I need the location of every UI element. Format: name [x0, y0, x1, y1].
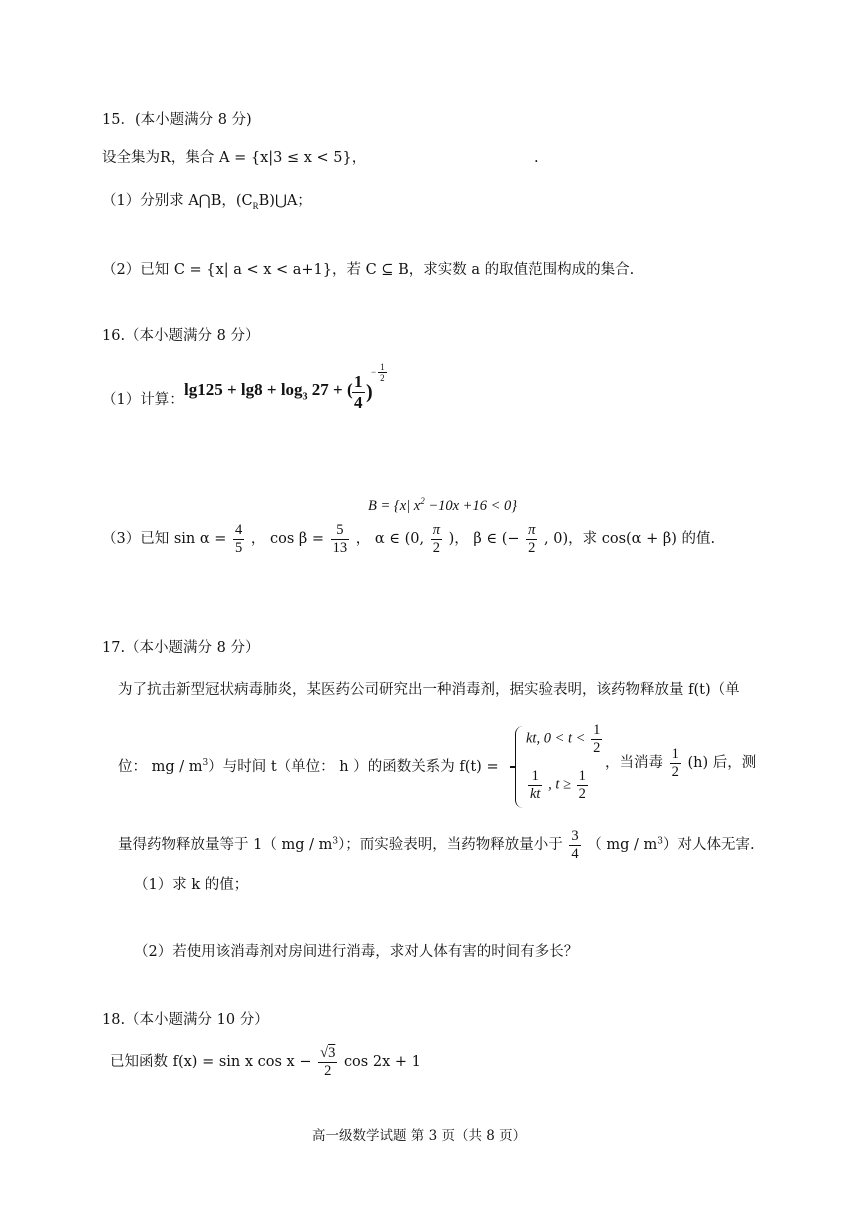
q17-case2-c-den: 2 — [578, 785, 586, 802]
q17-case1-den: 2 — [593, 739, 601, 756]
q18-den: 2 — [324, 1062, 332, 1079]
q18-sqrt — [318, 1045, 337, 1063]
q15-set-A: 设全集为R，集合 A = {x|3 ≤ x < 5}， — [102, 150, 367, 166]
q17-line1: 为了抗击新型冠状病毒肺炎，某医药公司研究出一种消毒剂，据实验表明，该药物释放量 f(t)（单 — [118, 682, 740, 698]
q16-exp-num: 1 — [380, 362, 385, 372]
q18-sqrt-arg: 3 — [328, 1045, 336, 1061]
q17-header: 17.（本小题满分 8 分） — [102, 640, 260, 656]
q18-header: 18.（本小题满分 10 分） — [102, 1012, 269, 1028]
q16-p3-label: （3）已知 sin α = — [102, 531, 227, 548]
q16-log-base: 3 — [302, 391, 308, 403]
q16-p3-alpha-end: )， β ∈ (− — [448, 531, 520, 548]
q16-set-B — [368, 496, 517, 515]
q17-line2-c: ，当消毒 — [605, 755, 663, 772]
q16-exp-sign: − — [371, 366, 377, 377]
q17-case1-num: 1 — [593, 722, 601, 738]
q17-part1: （1）求 k 的值； — [134, 877, 249, 893]
q16-p3-f1-den: 5 — [235, 539, 243, 556]
q18-line1-end: cos 2x + 1 — [343, 1054, 421, 1071]
q17-line2 — [118, 758, 499, 776]
q16-part1-label: （1）计算： — [102, 392, 184, 408]
q17-case1 — [526, 722, 604, 756]
q16-p3-alpha: ， α ∈ (0, — [355, 531, 425, 548]
q17-line3-sup: 3 — [332, 836, 339, 847]
q16-p3-f2-num: 5 — [331, 522, 350, 540]
q16-part3 — [102, 522, 715, 556]
q16-expr-text: lg125 + lg8 + log — [184, 380, 303, 399]
q18-line1-text: 已知函数 f(x) = sin x cos x − — [110, 1054, 312, 1071]
q15-part1-text: （1）分别求 A⋂B，(C — [102, 193, 253, 209]
q16-exp-den: 2 — [380, 373, 385, 384]
q17-case2-num: 1 — [528, 768, 542, 786]
q17-line3-a: 量得药物释放量等于 1（ mg / m — [118, 837, 333, 854]
q17-line3-sup2: 3 — [657, 836, 664, 847]
q16-p3-cos: ， cos β = — [250, 531, 325, 548]
q16-p3-two2: 2 — [528, 539, 536, 556]
q17-case1-text: kt, 0 < t < — [526, 730, 586, 747]
q18-line1 — [110, 1045, 421, 1079]
q16-part1-expr — [184, 380, 353, 403]
q17-line2-tail — [605, 746, 756, 780]
q17-part2: （2）若使用该消毒剂对房间进行消毒，求对人体有害的时间有多长？ — [134, 944, 579, 960]
q16-set-B-text: B = {x| x — [368, 497, 421, 514]
q16-set-B-end: −10x +16 < 0} — [424, 497, 518, 514]
q17-case2-den: kt — [530, 785, 541, 802]
sqrt-icon: √ — [320, 1045, 329, 1061]
q17-line2-a: 位： mg / m — [118, 758, 203, 775]
page-footer: 高一级数学试题 第 3 页（共 8 页） — [312, 1128, 527, 1144]
q17-case2-c-num: 1 — [578, 768, 586, 784]
q15-header: 15．(本小题满分 8 分) — [102, 112, 252, 128]
q16-p3-beta-end: , 0)，求 cos(α + β) 的值. — [544, 531, 716, 548]
q15-part1-sub: R — [252, 200, 259, 211]
q16-p3-f1-num: 4 — [235, 522, 243, 538]
q16-header: 16.（本小题满分 8 分） — [102, 328, 260, 344]
q17-line2-c-den: 2 — [671, 763, 679, 780]
q15-part2: （2）已知 C = {x| a < x < a+1}，若 C ⊆ B，求实数 a 的取值范围构成的集合. — [102, 262, 635, 278]
q16-frac — [350, 372, 367, 412]
q16-frac-den: 4 — [354, 392, 363, 412]
q16-expr-arg: 27 + ( — [311, 380, 353, 399]
piecewise-brace — [515, 726, 523, 808]
q17-line3-den: 4 — [571, 845, 579, 862]
piecewise-brace-tick — [510, 766, 516, 768]
q17-line3-c: （ mg / m — [587, 837, 658, 854]
q17-line2-d: (h) 后，测 — [687, 755, 757, 772]
q16-p3-f2-den: 13 — [332, 539, 348, 556]
q17-line3 — [118, 828, 755, 862]
q16-p3-pi2: π — [528, 522, 536, 538]
q16-close-paren: ) — [366, 381, 373, 403]
q16-set-B-sup: 2 — [420, 496, 425, 506]
q17-case2-cond: , t ≥ — [548, 776, 571, 793]
q17-case2 — [526, 768, 590, 802]
q17-line2-c-num: 1 — [671, 746, 679, 762]
q15-part1 — [102, 193, 312, 212]
q17-line3-d: ）对人体无害. — [663, 837, 755, 854]
q17-line3-num: 3 — [571, 828, 579, 844]
q17-line2-sup: 3 — [202, 758, 209, 768]
q15-line1-end: . — [534, 150, 539, 166]
q16-exponent — [371, 362, 389, 384]
q17-line3-b: ）；而实验表明，当药物释放量小于 — [338, 837, 563, 854]
q15-part1-end: B)⋃A； — [258, 193, 312, 209]
q16-p3-pi1: π — [432, 522, 440, 538]
q17-line2-b: ）与时间 t（单位： h ）的函数关系为 f(t) = — [208, 758, 499, 775]
q15-line1 — [102, 150, 366, 167]
q16-frac-num: 1 — [354, 372, 363, 391]
q16-p3-two1: 2 — [432, 539, 440, 556]
